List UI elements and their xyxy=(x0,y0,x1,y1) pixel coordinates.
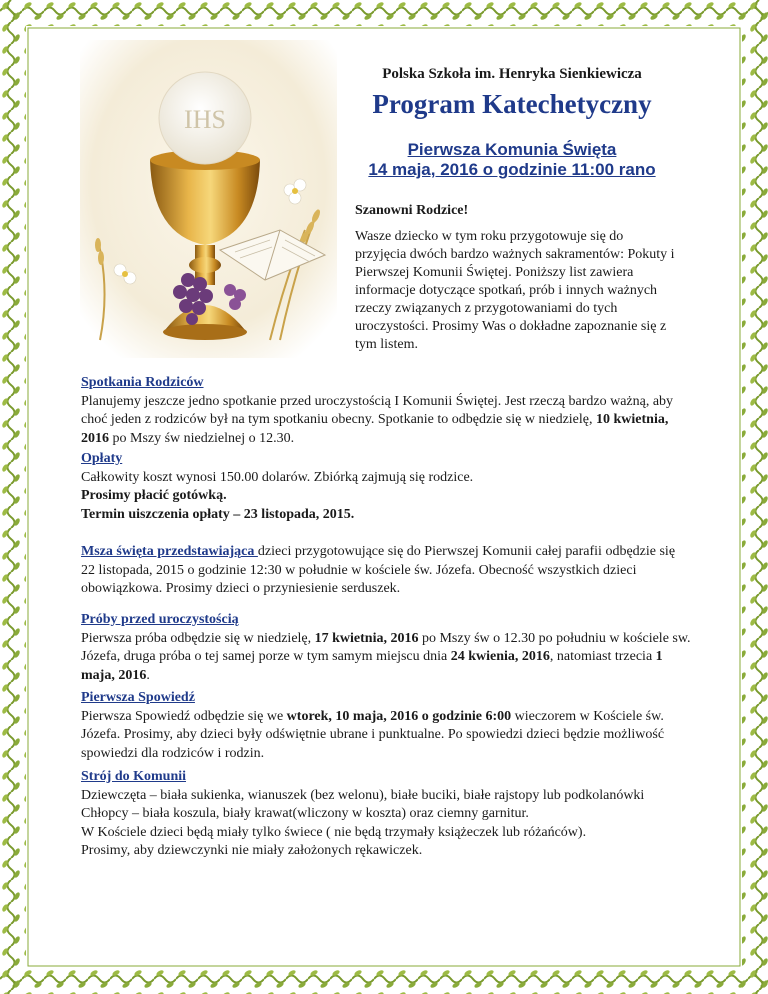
section-fees xyxy=(81,450,691,524)
section-confession xyxy=(81,689,691,763)
section-text: Pierwsza Spowiedź odbędzie się we wtorek, 10 maja, 2016 o godzinie 6:00 wieczorem w Kościele św. Józefa. Prosimy, aby dzieci były odświętnie ubrane i punktualne. Po spowiedzi dzieci będzie możliwość spowiedzi dla rodziców i rodzin. xyxy=(81,708,665,761)
section-text: Msza święta przedstawiająca dzieci przygotowujące się do Pierwszej Komunii całej parafii odbędzie się 22 listopada, 2015 o godzinie 12:30 w południe w kościele św. Józefa. Obecność wszystkich dzieci obowiązkowa. Prosimy dzieci o przyniesienie serduszek. xyxy=(81,544,676,596)
section-heading: Próby przed uroczystością xyxy=(81,612,239,627)
section-heading: Msza święta przedstawiająca xyxy=(81,544,258,559)
program-title: Program Katechetyczny xyxy=(372,89,652,119)
section-heading: Strój do Komunii xyxy=(81,769,187,784)
section-parent-meetings xyxy=(81,374,691,448)
attire-gloves: Prosimy, aby dziewczynki nie miały założonych rękawiczek. xyxy=(81,843,423,858)
event-date: 14 maja, 2016 o godzinie 11:00 rano xyxy=(368,160,656,179)
communion-chalice-image xyxy=(80,40,337,358)
section-attire xyxy=(81,768,691,861)
section-mass xyxy=(81,543,691,599)
school-name: Polska Szkoła im. Henryka Sienkiewicza xyxy=(382,66,642,82)
section-heading: Pierwsza Spowiedź xyxy=(81,690,195,705)
section-rehearsals xyxy=(81,611,691,685)
section-heading: Opłaty xyxy=(81,451,123,466)
greeting: Szanowni Rodzice! xyxy=(355,203,469,218)
svg-text:IHS: IHS xyxy=(184,105,226,134)
fees-line-bold: Prosimy płacić gotówką. xyxy=(81,488,227,503)
attire-boys: Chłopcy – biała koszula, biały krawat(wliczony w koszta) oraz ciemny garnitur. xyxy=(81,806,529,821)
document-header xyxy=(344,66,680,180)
event-title: Pierwsza Komunia Święta xyxy=(407,140,617,159)
fees-deadline: Termin uiszczenia opłaty – 23 listopada, 2015. xyxy=(81,506,355,522)
section-text: Pierwsza próba odbędzie się w niedzielę, 17 kwietnia, 2016 po Mszy św o 12.30 po południu w kościele sw. Józefa, druga próba o tej samej porze w tym samym miejscu dnia 24 kwienia, 2016, natomiast trzecia 1 maja, 2016. xyxy=(81,630,691,683)
intro-paragraph: Wasze dziecko w tym roku przygotowuje się do przyjęcia dwóch bardzo ważnych sakramentów: Pokuty i Pierwszej Komunii Świętej. Poniższy list zawiera informacje dotyczące spotkań, prób i innych ważnych rzeczy związanych z przygotowaniami do tych uroczystości. Prosimy Was o dokładne zapoznanie się z tym listem. xyxy=(355,229,675,352)
section-text: Planujemy jeszcze jedno spotkanie przed uroczystością I Komunii Świętej. Jest rzeczą bardzo ważną, aby choć jeden z rodziców był na tym spotkaniu obecny. Spotkanie to odbędzie się w niedzielę, 10 kwietnia, 2016 po Mszy św niedzielnej o 12.30. xyxy=(81,393,674,446)
attire-girls: Dziewczęta – biała sukienka, wianuszek (bez welonu), białe buciki, białe rajstopy lub podkolanówki xyxy=(81,787,645,803)
attire-church: W Kościele dzieci będą miały tylko świece ( nie będą trzymały książeczek lub różańców). xyxy=(81,824,587,840)
section-heading: Spotkania Rodziców xyxy=(81,375,204,390)
fees-line: Całkowity koszt wynosi 150.00 dolarów. Zbiórką zajmują się rodzice. xyxy=(81,469,474,485)
